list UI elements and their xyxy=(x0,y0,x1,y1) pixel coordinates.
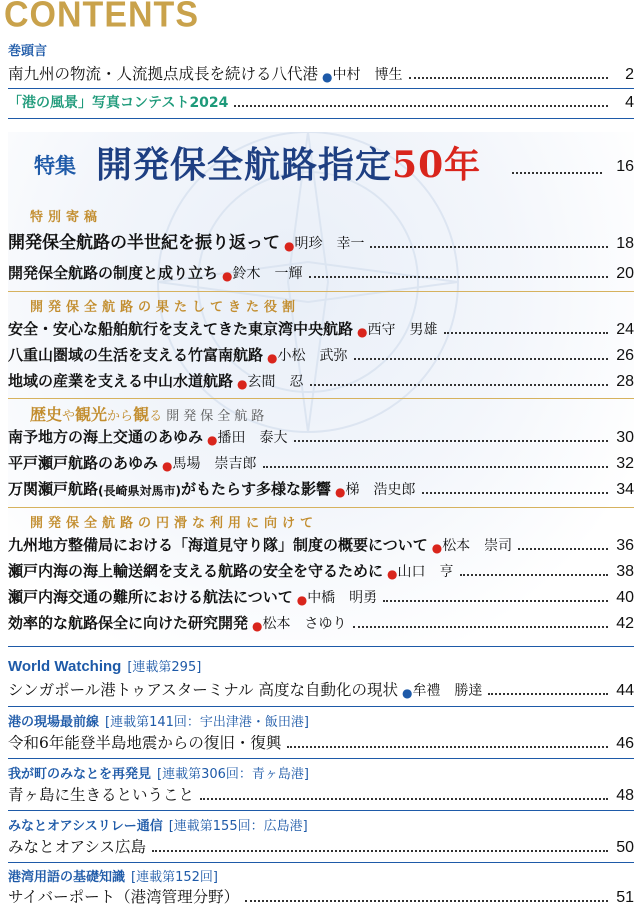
dot-leader xyxy=(152,850,608,852)
series-label: World Watching xyxy=(8,658,122,675)
feature-title-year: 50年 xyxy=(392,144,482,186)
toc-row-editorial[interactable] xyxy=(8,62,634,84)
section-heading-special: 特別寄稿 xyxy=(30,210,103,225)
page-number: 34 xyxy=(616,481,634,498)
page-title: CONTENTS xyxy=(4,0,199,35)
page-number: 26 xyxy=(616,347,634,364)
feature-title-main: 開発保全航路指定 xyxy=(96,144,393,186)
heading-part: 歴史 xyxy=(30,405,63,424)
dot-leader xyxy=(370,246,608,248)
author-dot-icon: ● xyxy=(322,70,333,84)
toc-row[interactable] xyxy=(8,678,634,700)
entry-author: 松本 崇司 xyxy=(442,538,513,554)
author-dot-icon: ● xyxy=(222,269,233,283)
divider xyxy=(8,88,634,89)
entry-author: 播田 泰大 xyxy=(217,430,288,446)
entry-author: 山口 亨 xyxy=(397,564,454,580)
entry-author: 鈴木 一輝 xyxy=(232,266,303,282)
series-sub: [連載第141回：宇出津港・飯田港] xyxy=(105,715,309,730)
series-sub: [連載第295] xyxy=(127,660,202,675)
dot-leader xyxy=(422,492,609,494)
dot-leader xyxy=(512,172,602,174)
entry-title: 南九州の物流・人流拠点成長を続ける八代港 xyxy=(8,65,319,83)
dot-leader xyxy=(287,746,608,748)
page-number: 24 xyxy=(616,321,634,338)
entry-title-note: (長崎県対馬市) xyxy=(98,484,181,498)
divider xyxy=(8,291,634,292)
series-sub: [連載第306回：青ヶ島港] xyxy=(157,767,309,782)
series-sub: [連載第152回] xyxy=(131,870,218,885)
page-number: 32 xyxy=(616,455,634,472)
series-label-genba xyxy=(8,711,309,730)
section-heading-history xyxy=(30,402,268,425)
page-number: 50 xyxy=(616,839,634,856)
toc-row[interactable] xyxy=(8,370,634,391)
divider xyxy=(8,862,634,863)
entry-title: シンガポール港トゥアスターミナル 高度な自動化の現状 xyxy=(8,681,398,699)
page-number: 16 xyxy=(616,158,634,175)
entry-title: 地域の産業を支える中山水道航路 xyxy=(8,372,234,390)
toc-row[interactable] xyxy=(8,478,634,499)
toc-row[interactable] xyxy=(8,885,634,907)
page-number: 38 xyxy=(616,563,634,580)
dot-leader xyxy=(383,600,608,602)
page-number: 44 xyxy=(616,682,634,699)
divider xyxy=(8,507,634,508)
series-label: 港の現場最前線 xyxy=(8,715,100,730)
page-number: 28 xyxy=(616,373,634,390)
entry-title: 「港の風景」写真コンテスト2024 xyxy=(8,95,229,111)
series-sub: [連載第155回：広島港] xyxy=(168,819,308,834)
toc-row[interactable] xyxy=(8,228,634,253)
toc-row-photo-contest[interactable] xyxy=(8,92,634,112)
entry-title: 南予地方の海上交通のあゆみ xyxy=(8,428,204,446)
author-dot-icon: ● xyxy=(252,619,263,633)
entry-author: 玄間 忍 xyxy=(247,374,304,390)
entry-author: 馬場 崇吉郎 xyxy=(172,456,257,472)
toc-row[interactable] xyxy=(8,783,634,805)
heading-part: 観 xyxy=(133,405,150,424)
divider xyxy=(8,646,634,647)
entry-title: 開発保全航路の半世紀を振り返って xyxy=(8,233,280,253)
entry-author: 明珍 幸一 xyxy=(294,236,365,252)
dot-leader xyxy=(309,276,609,278)
dot-leader xyxy=(310,384,609,386)
entry-title: 開発保全航路の制度と成り立ち xyxy=(8,264,219,282)
author-dot-icon: ● xyxy=(387,567,398,581)
page-number: 4 xyxy=(625,94,634,111)
divider xyxy=(8,810,634,811)
page-number: 18 xyxy=(616,235,634,252)
section-heading-roles: 開発保全航路の果たしてきた役割 xyxy=(30,300,301,315)
toc-row[interactable] xyxy=(8,835,634,857)
page-number: 46 xyxy=(616,735,634,752)
dot-leader xyxy=(354,358,609,360)
divider xyxy=(8,118,634,119)
toc-row[interactable] xyxy=(8,586,634,607)
entry-author: 松本 さゆり xyxy=(262,616,347,632)
entry-author: 小松 武弥 xyxy=(277,348,348,364)
dot-leader xyxy=(263,466,609,468)
page-number: 20 xyxy=(616,265,634,282)
toc-row[interactable] xyxy=(8,452,634,473)
editorial-label: 巻頭言 xyxy=(8,44,48,59)
author-dot-icon: ● xyxy=(296,593,308,607)
entry-author: 中橋 明勇 xyxy=(307,590,378,606)
dot-leader xyxy=(444,332,609,334)
series-label-world-watching xyxy=(8,656,201,675)
toc-row[interactable] xyxy=(8,612,634,633)
entry-title: 効率的な航路保全に向けた研究開発 xyxy=(8,614,249,632)
toc-row[interactable] xyxy=(8,318,634,339)
dot-leader xyxy=(245,900,608,902)
author-dot-icon: ● xyxy=(357,325,368,339)
entry-title: 九州地方整備局における「海道見守り隊」制度の概要について xyxy=(8,536,428,554)
series-label: 港湾用語の基礎知識 xyxy=(8,870,126,885)
entry-title: 平戸瀬戸航路のあゆみ xyxy=(8,454,159,472)
dot-leader xyxy=(518,548,608,550)
entry-title: 万関瀬戸航路 xyxy=(8,480,99,498)
series-label: みなとオアシスリレー通信 xyxy=(8,819,163,834)
author-dot-icon: ● xyxy=(237,377,248,391)
heading-part: や xyxy=(62,409,76,424)
heading-part: る xyxy=(149,409,163,424)
heading-part: 観光 xyxy=(75,405,108,424)
entry-title: サイバーポート（港湾管理分野） xyxy=(8,888,240,906)
dot-leader xyxy=(409,77,609,79)
page-number: 42 xyxy=(616,615,634,632)
page-number: 48 xyxy=(616,787,634,804)
toc-row[interactable] xyxy=(8,426,634,447)
page-number: 36 xyxy=(616,537,634,554)
series-label-rediscover xyxy=(8,763,309,782)
feature-title[interactable] xyxy=(96,137,481,188)
dot-leader xyxy=(200,798,608,800)
heading-part: 開発保全航路 xyxy=(166,409,269,424)
entry-title: 八重山圏域の生活を支える竹富南航路 xyxy=(8,346,264,364)
author-dot-icon: ● xyxy=(284,239,295,253)
toc-row[interactable] xyxy=(8,731,634,753)
section-heading-smooth-use: 開発保全航路の円滑な利用に向けて xyxy=(30,516,319,531)
page-number: 2 xyxy=(625,66,634,83)
toc-row[interactable] xyxy=(8,262,634,283)
entry-title: みなとオアシス広島 xyxy=(8,838,146,856)
entry-author: 牟禮 勝達 xyxy=(412,683,483,699)
entry-title: 青ヶ島に生きるということ xyxy=(8,786,195,804)
series-label-glossary xyxy=(8,866,218,885)
entry-author: 中村 博生 xyxy=(332,67,403,83)
page-number: 51 xyxy=(616,889,634,906)
author-dot-icon: ● xyxy=(267,351,278,365)
entry-author: 梯 浩史郎 xyxy=(345,482,416,498)
author-dot-icon: ● xyxy=(207,433,218,447)
series-label-oasis xyxy=(8,815,308,834)
entry-title: 瀬戸内海交通の難所における航法について xyxy=(8,588,293,606)
entry-author: 西守 男雄 xyxy=(367,322,438,338)
author-dot-icon: ● xyxy=(431,541,443,555)
entry-title: 令和6年能登半島地震からの復旧・復興 xyxy=(8,734,282,752)
entry-title: 瀬戸内海の海上輸送網を支える航路の安全を守るために xyxy=(8,562,384,580)
toc-row[interactable] xyxy=(8,534,634,555)
dot-leader xyxy=(294,440,609,442)
entry-title: 安全・安心な船舶航行を支えてきた東京湾中央航路 xyxy=(8,320,354,338)
author-dot-icon: ● xyxy=(401,686,413,700)
dot-leader xyxy=(353,626,609,628)
dot-leader xyxy=(234,105,608,107)
toc-row[interactable] xyxy=(8,344,634,365)
heading-part: から xyxy=(107,409,134,424)
author-dot-icon: ● xyxy=(335,485,346,499)
divider xyxy=(8,758,634,759)
author-dot-icon: ● xyxy=(162,459,173,473)
entry-title-tail: がもたらす多様な影響 xyxy=(181,480,332,498)
toc-row[interactable] xyxy=(8,560,634,581)
divider xyxy=(8,706,634,707)
divider xyxy=(8,398,634,399)
dot-leader xyxy=(488,693,608,695)
page-number: 30 xyxy=(616,429,634,446)
dot-leader xyxy=(460,574,609,576)
feature-badge: 特集 xyxy=(34,154,76,178)
series-label: 我が町のみなとを再発見 xyxy=(8,767,152,782)
page-number: 40 xyxy=(616,589,634,606)
